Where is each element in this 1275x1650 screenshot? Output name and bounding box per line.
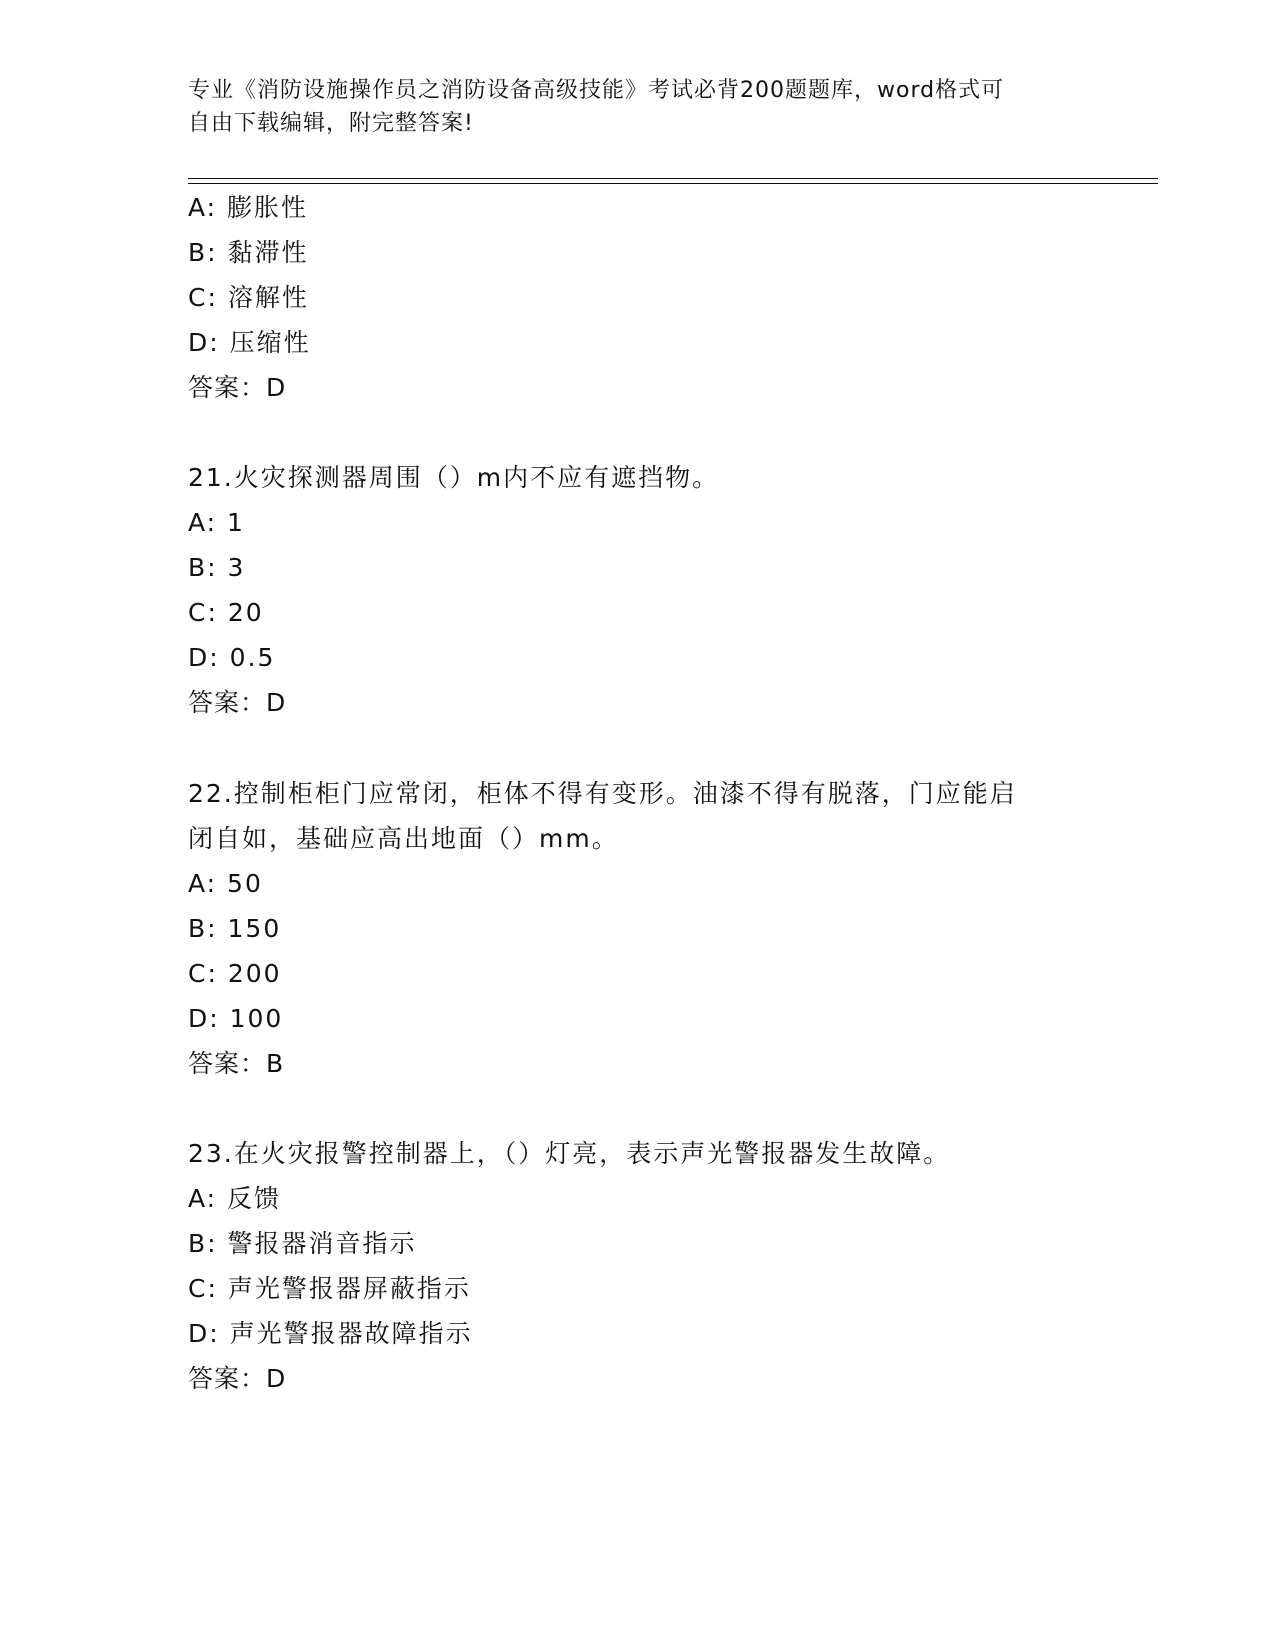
header-divider-top — [188, 178, 1158, 179]
header-divider-bottom — [188, 183, 1158, 184]
q23-answer: 答案：D — [188, 1364, 287, 1393]
q20-option-b: B: 黏滞性 — [188, 238, 309, 267]
q23-option-c: C: 声光警报器屏蔽指示 — [188, 1274, 471, 1303]
q22-answer: 答案：B — [188, 1049, 285, 1078]
q21-question: 21.火灾探测器周围（）m内不应有遮挡物。 — [188, 463, 720, 492]
q23-option-b: B: 警报器消音指示 — [188, 1229, 417, 1258]
q21-option-a: A: 1 — [188, 508, 245, 537]
q21-option-b: B: 3 — [188, 553, 246, 582]
q21-answer: 答案：D — [188, 688, 287, 717]
document-header — [188, 74, 1088, 140]
q22-question-line-2: 闭自如，基础应高出地面（）mm。 — [188, 824, 619, 853]
q23-question: 23.在火灾报警控制器上，（）灯亮，表示声光警报器发生故障。 — [188, 1139, 951, 1168]
q22-question-line-1: 22.控制柜柜门应常闭，柜体不得有变形。油漆不得有脱落，门应能启 — [188, 779, 1017, 808]
q22-option-d: D: 100 — [188, 1004, 284, 1033]
header-line-1: 专业《消防设施操作员之消防设备高级技能》考试必背200题题库，word格式可 — [188, 78, 1005, 103]
q22-option-b: B: 150 — [188, 914, 282, 943]
header-line-2: 自由下载编辑，附完整答案! — [188, 111, 474, 136]
q20-option-a: A: 膨胀性 — [188, 193, 309, 222]
q21-option-c: C: 20 — [188, 598, 264, 627]
q20-answer: 答案：D — [188, 373, 287, 402]
q22-option-c: C: 200 — [188, 959, 282, 988]
q23-option-a: A: 反馈 — [188, 1184, 282, 1213]
q20-option-c: C: 溶解性 — [188, 283, 309, 312]
q20-option-d: D: 压缩性 — [188, 328, 311, 357]
q21-option-d: D: 0.5 — [188, 643, 276, 672]
q22-option-a: A: 50 — [188, 869, 263, 898]
q23-option-d: D: 声光警报器故障指示 — [188, 1319, 473, 1348]
